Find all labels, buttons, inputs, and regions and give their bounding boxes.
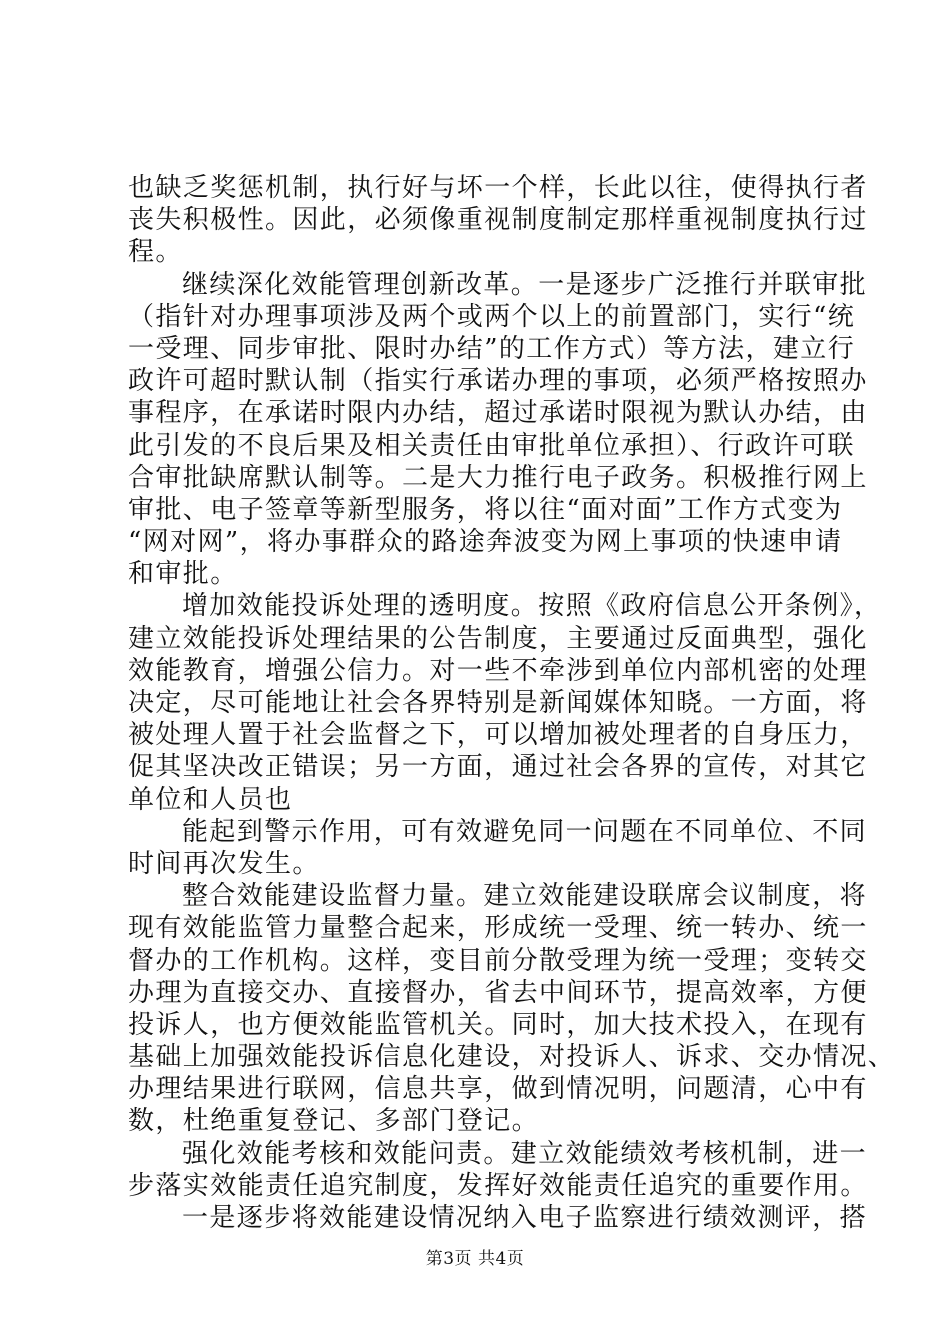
text-line: 审批、电子签章等新型服务，将以往“面对面”工作方式变为 <box>128 494 843 525</box>
text-line: 基础上加强效能投诉信息化建设，对投诉人、诉求、交办情况、 <box>128 1042 896 1073</box>
text-line: 一受理、同步审批、限时办结”的工作方式）等方法，建立行 <box>128 333 856 364</box>
text-line: 数，杜绝重复登记、多部门登记。 <box>128 1106 540 1137</box>
text-line: 此引发的不良后果及相关责任由审批单位承担）、行政许可联 <box>128 430 855 461</box>
text-line: 决定，尽可能地让社会各界特别是新闻媒体知晓。一方面，将 <box>128 688 868 718</box>
text-line: 现有效能监管力量整合起来，形成统一受理、统一转办、统一 <box>128 913 868 944</box>
text-line: 继续深化效能管理创新改革。一是逐步广泛推行并联审批 <box>182 269 868 300</box>
text-line: 能起到警示作用，可有效避免同一问题在不同单位、不同 <box>182 816 868 847</box>
text-line: 步落实效能责任追究制度，发挥好效能责任追究的重要作用。 <box>128 1170 868 1201</box>
text-line: 整合效能建设监督力量。建立效能建设联席会议制度，将 <box>182 881 868 912</box>
text-line: 被处理人置于社会监督之下，可以增加被处理者的自身压力， <box>128 720 868 751</box>
paragraph <box>128 880 896 1138</box>
text-line: 和审批。 <box>128 559 238 590</box>
paragraph <box>128 1138 868 1202</box>
text-line: 增加效能投诉处理的透明度。按照《政府信息公开条例》， <box>182 591 882 622</box>
text-line: 时间再次发生。 <box>128 848 320 879</box>
text-line: 建立效能投诉处理结果的公告制度，主要通过反面典型，强化 <box>128 623 868 654</box>
text-line: 政许可超时默认制（指实行承诺办理的事项，必须严格按照办 <box>128 366 868 397</box>
paragraph <box>128 172 868 269</box>
text-line: “网对网”，将办事群众的路途奔波变为网上事项的快速申请 <box>128 527 843 558</box>
text-line: 合审批缺席默认制等。二是大力推行电子政务。积极推行网上 <box>128 462 868 493</box>
text-line: 一是逐步将效能建设情况纳入电子监察进行绩效测评，搭 <box>182 1203 868 1233</box>
text-line: 程。 <box>128 237 183 268</box>
text-line: 强化效能考核和效能问责。建立效能绩效考核机制，进一 <box>182 1138 868 1169</box>
page-footer: 第3页 共4页 <box>425 1249 525 1269</box>
paragraph <box>128 816 868 880</box>
text-line: 促其坚决改正错误；另一方面，通过社会各界的宣传，对其它 <box>128 752 868 783</box>
text-line: 单位和人员也 <box>128 784 293 815</box>
text-line: 丧失积极性。因此，必须像重视制度制定那样重视制度执行过 <box>128 205 868 236</box>
text-line: 办理为直接交办、直接督办，省去中间环节，提高效率，方便 <box>128 977 868 1008</box>
document-body <box>128 172 896 1234</box>
text-line: （指针对办理事项涉及两个或两个以上的前置部门，实行“统 <box>128 301 856 332</box>
text-line: 事程序，在承诺时限内办结，超过承诺时限视为默认办结，由 <box>128 398 868 429</box>
text-line: 督办的工作机构。这样，变目前分散受理为统一受理；变转交 <box>128 945 868 976</box>
paragraph <box>128 269 868 591</box>
text-line: 投诉人，也方便效能监管机关。同时，加大技术投入，在现有 <box>128 1009 868 1040</box>
text-line: 办理结果进行联网，信息共享，做到情况明，问题清，心中有 <box>128 1074 868 1105</box>
paragraph <box>128 590 882 815</box>
text-line: 也缺乏奖惩机制，执行好与坏一个样，长此以往，使得执行者 <box>128 173 868 203</box>
paragraph <box>128 1202 868 1234</box>
text-line: 效能教育，增强公信力。对一些不牵涉到单位内部机密的处理 <box>128 655 868 686</box>
